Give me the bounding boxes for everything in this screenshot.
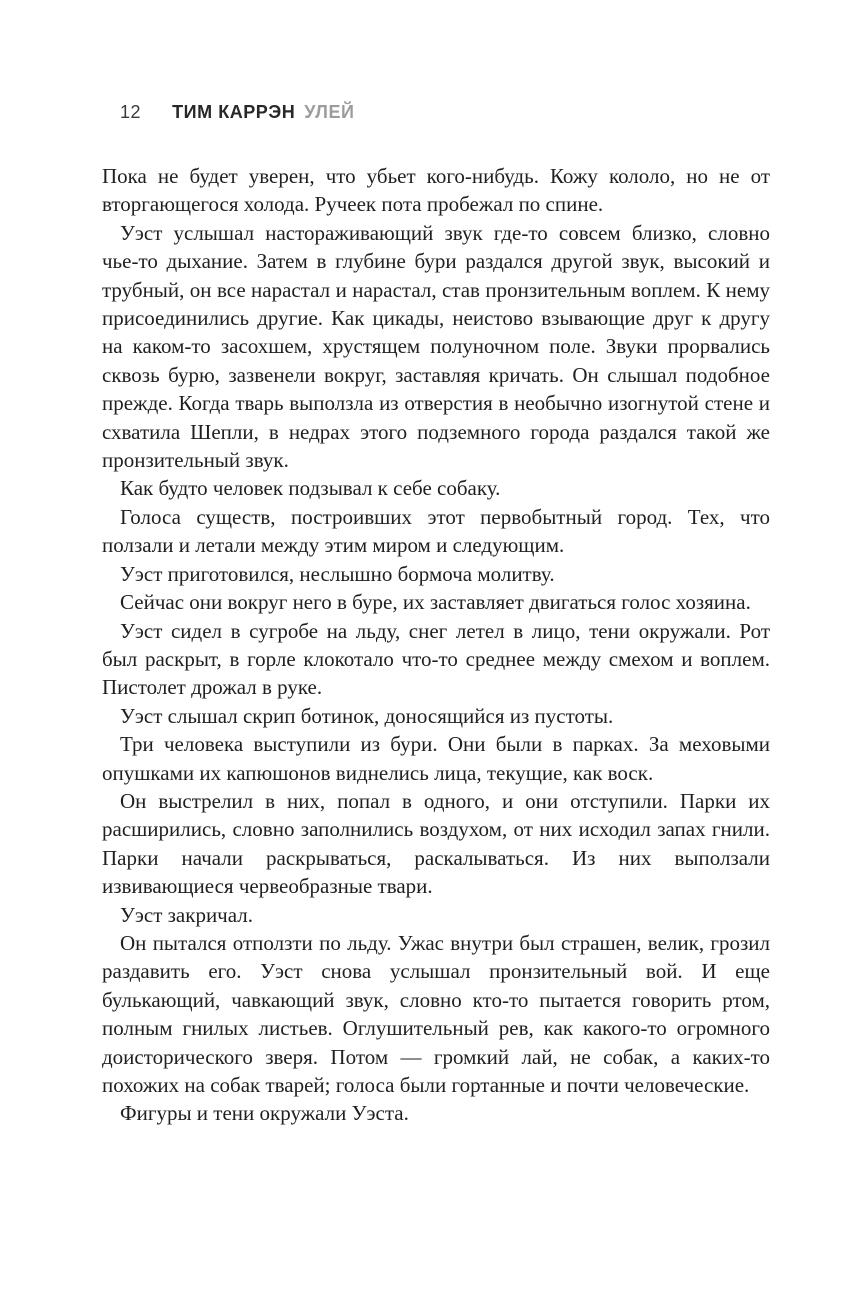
paragraph: Голоса существ, построивших этот первобытный город. Тех, что ползали и летали между этим миром и следующим. [102, 504, 770, 558]
paragraph: Он пытался отползти по льду. Ужас внутри был страшен, велик, грозил раздавить его. Уэст снова услышал пронзительный вой. И еще булькающий, чавкающий звук, словно кто-то пытается говорить ртом, полным гнилых листьев. Оглушительный рев, как какого-то огромного доисторического зверя. Потом — громкий лай, не собак, а каких-то похожих на собак тварей; голоса были гортанные и почти человеческие. [102, 930, 770, 1097]
header-book-title: УЛЕЙ [304, 102, 355, 122]
paragraph: Уэст приготовился, неслышно бормоча молитву. [120, 561, 555, 586]
paragraph: Как будто человек подзывал к себе собаку. [120, 476, 501, 501]
body-text-block [102, 162, 770, 1128]
paragraph: Уэст закричал. [120, 902, 253, 927]
paragraph: Три человека выступили из бури. Они были в парках. За меховыми опушками их капюшонов виднелись лица, текущие, как воск. [102, 732, 770, 785]
paragraph: Сейчас они вокруг него в буре, их заставляет двигаться голос хозяина. [120, 590, 751, 615]
paragraph: Он выстрелил в них, попал в одного, и они отступили. Парки их расширились, словно заполнились воздухом, от них исходил запах гнили. Парки начали раскрываться, раскалываться. Из них выползали извивающиеся червеобразные твари. [102, 788, 770, 899]
running-header [120, 102, 355, 122]
paragraph: Фигуры и тени окружали Уэста. [120, 1101, 409, 1126]
paragraph: Пока не будет уверен, что убьет кого-нибудь. Кожу кололо, но не от вторгающегося холода. Ручеек пота пробежал по спине. [102, 164, 770, 217]
paragraph: Уэст услышал настораживающий звук где-то совсем близко, словно чье-то дыхание. Затем в глубине бури раздался другой звук, высокий и трубный, он все нарастал и нарастал, став пронзительным воплем. К нему присоединились другие. Как цикады, неистово взывающие друг к другу на каком-то засохшем, хрустящем полуночном поле. Звуки прорвались сквозь бурю, зазвенели вокруг, заставляя кричать. Он слышал подобное прежде. Когда тварь выползла из отверстия в необычно изогнутой стене и схватила Шепли, в недрах этого подземного города раздался такой же пронзительный звук. [102, 220, 770, 473]
paragraph: Уэст слышал скрип ботинок, доносящийся из пустоты. [120, 703, 614, 728]
paragraph: Уэст сидел в сугробе на льду, снег летел в лицо, тени окружали. Рот был раскрыт, в горле клокотало что-то среднее между смехом и воплем. Пистолет дрожал в руке. [102, 618, 770, 700]
header-author-name: ТИМ КАРРЭН [172, 102, 296, 122]
page-number: 12 [120, 102, 142, 122]
